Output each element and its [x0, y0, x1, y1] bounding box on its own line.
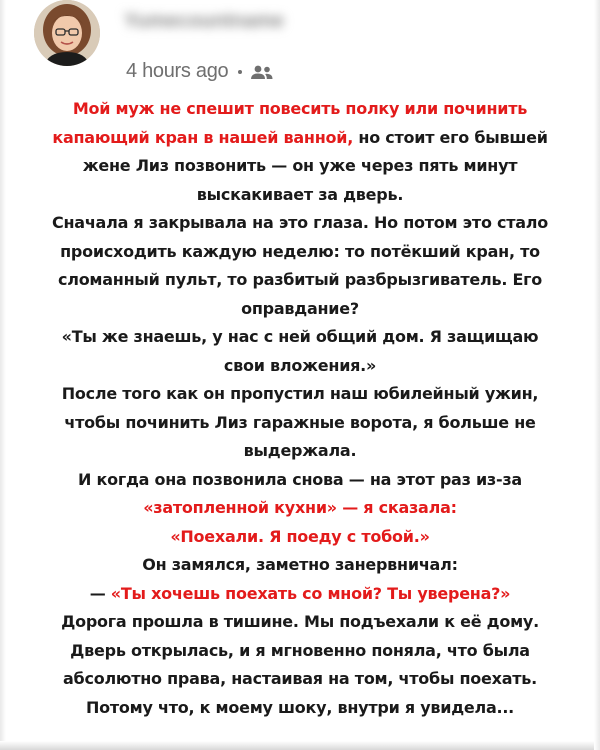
story-line: «Ты же знаешь, у нас с ней общий дом. Я защищаю [61, 327, 539, 346]
story-highlight: капающий кран в нашей ванной, [52, 127, 354, 147]
story-line: происходить каждую неделю: то потёкший кран, то [60, 241, 540, 261]
story-line: выдержала. [243, 441, 357, 460]
avatar-photo [34, 0, 100, 66]
story-line: свои вложения.» [223, 355, 377, 375]
story-line: абсолютно права, настаивая на том, чтобы поехать. [63, 669, 537, 688]
friends-icon[interactable] [250, 64, 274, 80]
story-line: жене Лиз позвонить — он уже через пять минут [82, 156, 518, 175]
story-highlight: «Ты хочешь поехать со мной? Ты уверена?» [110, 583, 511, 603]
story-line: выскакивает за дверь. [196, 184, 404, 204]
story-text: — [89, 583, 111, 603]
post-meta [126, 60, 274, 83]
story-line: Дверь открылась, и я мгновенно поняла, что была [70, 640, 530, 660]
story-line: Дорога прошла в тишине. Мы подъехали к её дому. [61, 612, 539, 631]
story-line: «Поехали. Я поеду с тобой.» [170, 526, 430, 546]
story-line: Сначала я закрывала на это глаза. Но потом это стало [51, 213, 549, 232]
story-line: чтобы починить Лиз гаражные ворота, я больше не [64, 412, 536, 432]
story-line [8, 580, 592, 609]
post-header [34, 0, 574, 92]
story-line: Он замялся, заметно занервничал: [142, 555, 458, 574]
story-line [8, 124, 592, 153]
story-line: сломанный пульт, то разбитый разбрызгиватель. Его [57, 270, 543, 289]
story-text: но стоит его бывшей [353, 127, 548, 147]
story-line: И когда она позвонила снова — на этот раз из-за [78, 469, 522, 489]
post-timestamp[interactable]: 4 hours ago [126, 60, 229, 82]
meta-separator [238, 70, 242, 74]
story-line: Потому что, к моему шоку, внутри я увидела... [86, 697, 514, 717]
story-line: «затопленной кухни» — я сказала: [143, 498, 457, 517]
story-line: Мой муж не спешит повесить полку или починить [72, 99, 528, 118]
story-line: После того как он пропустил наш юбилейный ужин, [61, 384, 539, 403]
story-line: оправдание? [241, 298, 359, 318]
post-text [8, 95, 592, 722]
author-avatar[interactable] [34, 0, 100, 66]
author-name[interactable]: Yumecountname [124, 10, 285, 32]
bottom-edge [0, 741, 600, 750]
